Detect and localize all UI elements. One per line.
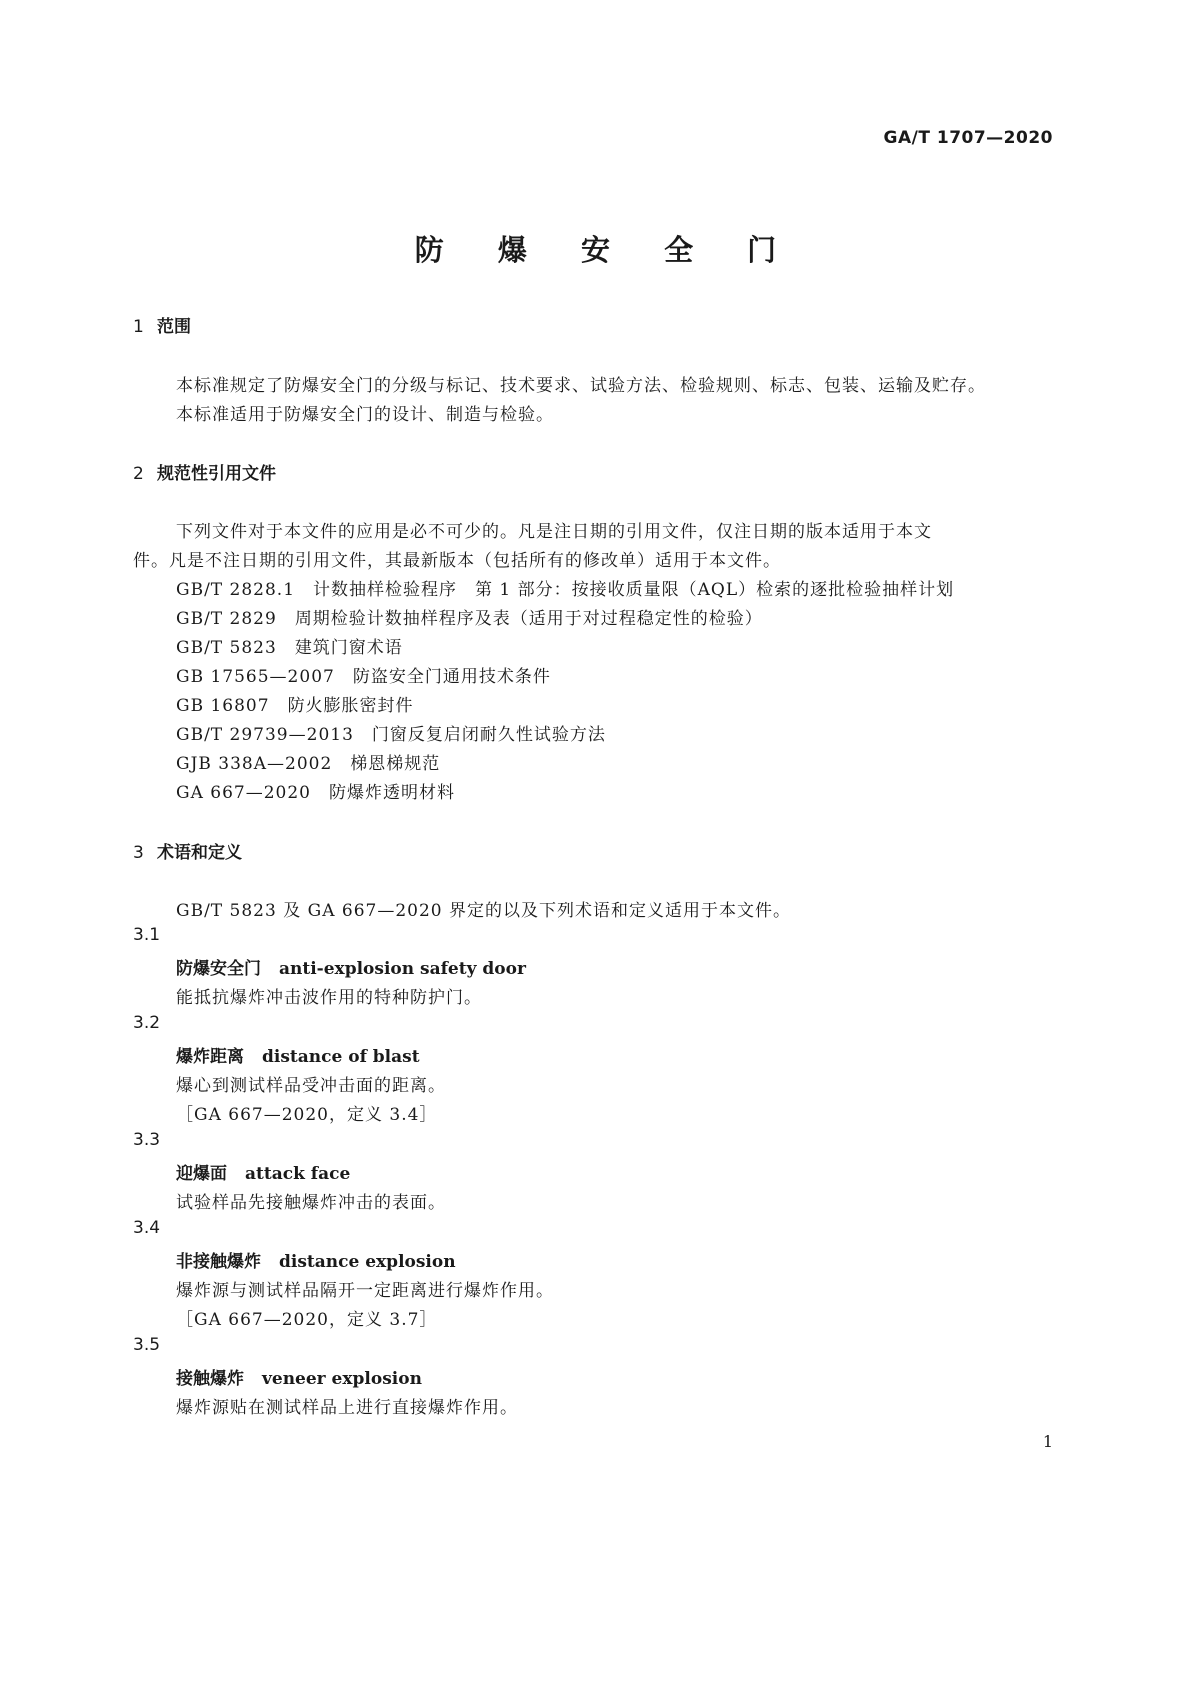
term-zh: 接触爆炸 [176, 1369, 244, 1389]
term-en: distance explosion [279, 1252, 456, 1272]
document-title: 防 爆 安 全 门 [414, 233, 799, 267]
section-number: 3 [133, 843, 144, 863]
page-number: 1 [1042, 1432, 1053, 1451]
section-title: 规范性引用文件 [157, 464, 276, 484]
reference-code: GA 667—2020 [176, 783, 311, 803]
section-1-heading [133, 312, 191, 337]
term-source: ［GA 667—2020，定义 3.7］ [176, 1310, 438, 1330]
section-number: 1 [133, 317, 144, 337]
term-heading [176, 954, 526, 979]
paragraph: 下列文件对于本文件的应用是必不可少的。凡是注日期的引用文件，仅注日期的版本适用于本文 [176, 522, 932, 542]
section-number: 2 [133, 464, 144, 484]
term-en: distance of blast [262, 1047, 420, 1067]
term-heading [176, 1247, 456, 1272]
reference-code: GB 17565—2007 [176, 667, 335, 687]
term-heading [176, 1042, 420, 1067]
term-definition: 爆心到测试样品受冲击面的距离。 [176, 1076, 446, 1096]
term-definition: 爆炸源贴在测试样品上进行直接爆炸作用。 [176, 1398, 518, 1418]
reference-title: 梯恩梯规范 [350, 754, 441, 774]
section-2-heading [133, 459, 276, 484]
term-heading [176, 1364, 422, 1389]
section-title: 术语和定义 [157, 843, 242, 863]
term-en: anti-explosion safety door [279, 959, 526, 979]
reference-title: 建筑门窗术语 [294, 638, 403, 658]
paragraph: 本标准适用于防爆安全门的设计、制造与检验。 [176, 405, 554, 425]
section-3-heading [133, 838, 242, 863]
paragraph: GB/T 5823 及 GA 667—2020 界定的以及下列术语和定义适用于本文件。 [176, 901, 791, 921]
clause-number: 3.5 [133, 1335, 161, 1355]
clause-number: 3.3 [133, 1130, 161, 1150]
reference-code: GB/T 5823 [176, 638, 277, 658]
reference-code: GB/T 2828.1 [176, 580, 296, 600]
clause-number: 3.1 [133, 925, 161, 945]
reference-item [176, 691, 414, 716]
term-en: veneer explosion [262, 1369, 422, 1389]
section-title: 范围 [157, 317, 191, 337]
term-definition: 能抵抗爆炸冲击波作用的特种防护门。 [176, 988, 482, 1008]
term-zh: 爆炸距离 [176, 1047, 244, 1067]
term-heading [176, 1159, 350, 1184]
reference-item [176, 662, 551, 687]
reference-item [176, 575, 954, 600]
term-zh: 防爆安全门 [176, 959, 261, 979]
reference-item [176, 633, 403, 658]
term-en: attack face [245, 1164, 351, 1184]
reference-title: 防火膨胀密封件 [287, 696, 414, 716]
reference-code: GJB 338A—2002 [176, 754, 333, 774]
reference-code: GB/T 2829 [176, 609, 277, 629]
paragraph: 本标准规定了防爆安全门的分级与标记、技术要求、试验方法、检验规则、标志、包装、运输及贮存。 [176, 376, 986, 396]
clause-number: 3.4 [133, 1218, 161, 1238]
reference-item [176, 720, 606, 745]
reference-code: GB/T 29739—2013 [176, 725, 354, 745]
term-source: ［GA 667—2020，定义 3.4］ [176, 1105, 438, 1125]
reference-title: 计数抽样检验程序 第 1 部分：按接收质量限（AQL）检索的逐批检验抽样计划 [313, 580, 955, 600]
reference-title: 门窗反复启闭耐久性试验方法 [371, 725, 606, 745]
reference-title: 防爆炸透明材料 [328, 783, 455, 803]
term-definition: 试验样品先接触爆炸冲击的表面。 [176, 1193, 446, 1213]
reference-title: 防盗安全门通用技术条件 [352, 667, 551, 687]
reference-item [176, 778, 455, 803]
reference-code: GB 16807 [176, 696, 270, 716]
paragraph: 件。凡是不注日期的引用文件，其最新版本（包括所有的修改单）适用于本文件。 [133, 551, 781, 571]
term-zh: 非接触爆炸 [176, 1252, 261, 1272]
clause-number: 3.2 [133, 1013, 161, 1033]
reference-item [176, 749, 440, 774]
term-definition: 爆炸源与测试样品隔开一定距离进行爆炸作用。 [176, 1281, 554, 1301]
term-zh: 迎爆面 [176, 1164, 227, 1184]
reference-item [176, 604, 763, 629]
reference-title: 周期检验计数抽样程序及表（适用于对过程稳定性的检验） [294, 609, 763, 629]
standard-code: GA/T 1707—2020 [883, 128, 1053, 148]
